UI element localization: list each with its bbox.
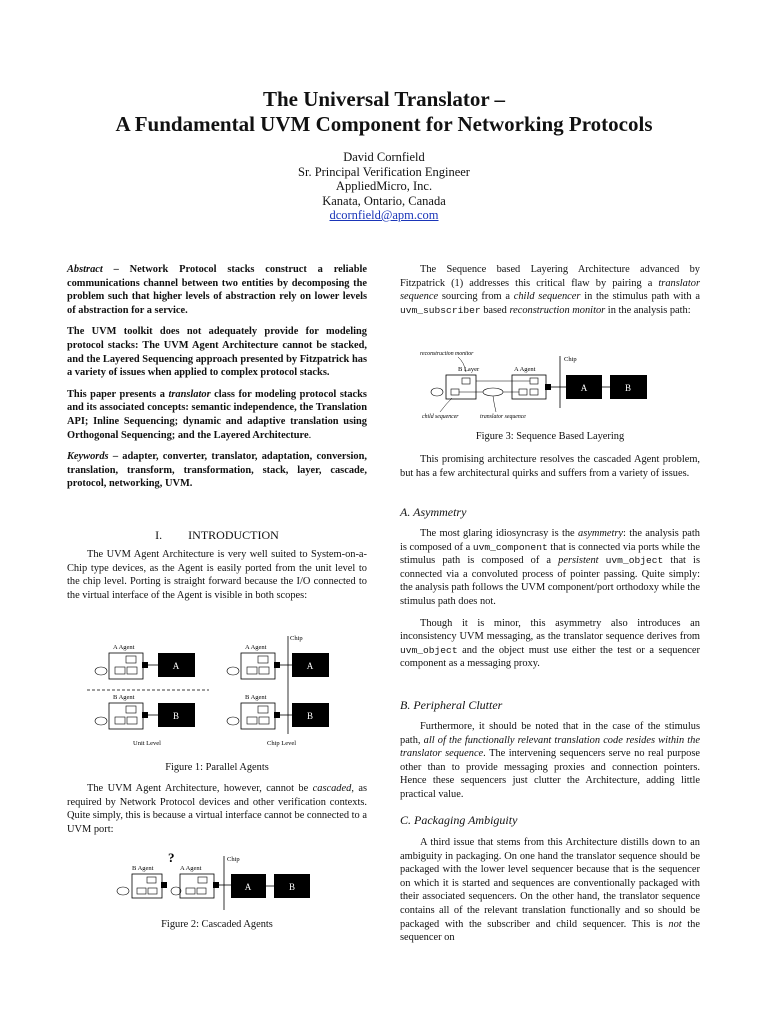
asym-p2-b: and the object must use either the test or a sequencer component as a messaging proxy. [400, 644, 700, 670]
asymmetry-section [400, 527, 700, 679]
fig1-block-a-left-label: A [172, 661, 180, 671]
fig1-block-b-left-label: B [172, 711, 180, 721]
asym-p1-c: that is connected via ports while the stimulus path is composed of a [400, 541, 700, 567]
fig1-a-agent-label-left: A Agent [113, 644, 135, 651]
fig3-a-agent-label: A Agent [514, 366, 536, 373]
fig2-b-agent-label: B Agent [132, 865, 154, 872]
figure-3-sequence-based-layering [418, 344, 683, 424]
pack-p1-a: A third issue that stems from this Architecture distills down to an ambiguity in packaging. On one hand the translator sequence should be packaged with the lower level sequencer because that is the sequencer on which it is started and sequences are conventionally packaged with their associated sequencers. On the other hand, the translator sequence contains all of the relevant translation functionally and so should be packaged with the subscriber and child sequencer. This is [400, 837, 700, 930]
fig2-question-mark: ? [168, 850, 175, 865]
right-paragraph-1 [400, 263, 700, 317]
fig2-a-agent-label: A Agent [180, 865, 202, 872]
fig3-b-layer-label: B Layer [458, 366, 480, 373]
abstract-paragraph-1 [67, 263, 367, 317]
fig3-block-a-label: A [580, 383, 588, 393]
intro-p2-text-a: The UVM Agent Architecture, however, cannot be [87, 783, 313, 794]
section-heading-asymmetry: A. Asymmetry [400, 505, 467, 519]
asym-p1-code1: uvm_component [472, 541, 548, 553]
fig3-translator-ellipse [483, 388, 503, 396]
section-heading-introduction [67, 528, 367, 543]
fig1-driver-box [127, 667, 137, 674]
right-p1-a: The Sequence based Layering Architecture advanced by Fitzpatrick (1) addresses this critical flaw by pairing a [400, 264, 700, 289]
intro-p2-cascaded: cascaded [312, 783, 352, 794]
asym-p2-a: Though it is minor, this asymmetry also introduces an inconsistency UVM messaging, as the translator sequence derives from [400, 617, 700, 643]
fig1-b-agent-label-left: B Agent [113, 694, 135, 701]
fig3-block-b-label: B [624, 383, 632, 393]
figure-2-cascaded-agents [110, 848, 340, 914]
figure-3-caption: Figure 3: Sequence Based Layering [475, 431, 625, 442]
fig2-block-a-label: A [244, 882, 252, 892]
abstract-text-3b: class for modeling protocol stacks and its associated concepts: semantic independence, the Translation API; Inline Sequencing; dynamic and adaptive translation using Orthogonal Sequencing; and the Layered Architecture [67, 388, 367, 441]
section-number: I. [155, 528, 163, 542]
keywords-text: – adapter, converter, translator, adaptation, conversion, translation, transform, transformation, stack, layer, cascade, protocol, networking, UVM. [67, 451, 367, 490]
fig1-block-a-right-label: A [306, 661, 314, 671]
right-p1-reconstruction-monitor: reconstruction monitor [509, 304, 606, 316]
intro-p2-text-b: , as required by Network Protocol devices and other verification contexts. Quite simply, this is because a virtual interface cannot be connected to a UVM port: [67, 783, 367, 835]
fig3-child-sequencer-label: child sequencer [422, 414, 459, 420]
intro-paragraph-2-block [67, 782, 367, 844]
section-heading-peripheral-clutter: B. Peripheral Clutter [400, 698, 503, 712]
abstract-paragraph-3 [67, 388, 367, 442]
right-p1-b: sourcing from a [438, 291, 514, 303]
fig3-a-agent-box [512, 375, 546, 399]
fig1-chip-level-label: Chip Level [267, 740, 297, 747]
asym-p2-code: uvm_object [400, 644, 458, 656]
peripheral-clutter-section [400, 720, 700, 810]
right-p1-c: in the stimulus path with a [580, 291, 701, 303]
right-paragraph-1-block [400, 263, 700, 325]
peripheral-clutter-paragraph [400, 720, 700, 802]
right-paragraph-2: This promising architecture resolves the cascaded Agent problem, but has a few architectural quirks and suffers from a variety of issues. [400, 454, 700, 479]
fig1-sequence-ellipse [95, 667, 107, 675]
clutter-p1-a: Furthermore, it should be noted that in the case of the stimulus path, [400, 721, 700, 746]
author-email-link[interactable]: dcornfield@apm.com [329, 208, 439, 222]
asymmetry-paragraph-2 [400, 617, 700, 671]
right-p1-e: in the analysis path: [605, 304, 691, 316]
figure-1-parallel-agents [85, 632, 355, 752]
section-heading-packaging-ambiguity: C. Packaging Ambiguity [400, 813, 518, 827]
clutter-p1-b: . The intervening sequencers serve no real purpose other than to provide messaging proxies and connection pointers. Hence these sequencers just clutter the Architecture, adding little practical value. [400, 748, 701, 800]
right-paragraph-2-block [400, 453, 700, 488]
fig1-monitor-box [126, 656, 136, 663]
author-organization: AppliedMicro, Inc. [335, 179, 433, 193]
paper-title-line-1: The Universal Translator – [262, 87, 506, 111]
author-role: Sr. Principal Verification Engineer [298, 165, 470, 179]
asym-p1-persistent: persistent [558, 555, 599, 567]
packaging-ambiguity-section [400, 836, 700, 953]
abstract-text-1: – Network Protocol stacks construct a reliable communications channel between two entities by decomposing the problem such that higher levels of abstraction rely on lower levels of abstraction for a service. [67, 264, 367, 316]
fig3-reconstruction-monitor-label: reconstruction monitor [420, 351, 474, 357]
right-p1-code: uvm_subscriber [400, 304, 481, 316]
fig3-b-layer-box [446, 375, 476, 399]
fig1-b-agent-label-right: B Agent [245, 694, 267, 701]
fig2-chip-label: Chip [227, 856, 240, 863]
right-p1-translator-sequence: translator sequence [400, 277, 700, 303]
intro-paragraph-1-block [67, 548, 367, 610]
section-title: INTRODUCTION [188, 528, 279, 542]
fig1-chip-label: Chip [290, 635, 303, 642]
pack-p1-not: not [668, 918, 682, 930]
asymmetry-paragraph-1 [400, 527, 700, 609]
figure-2-caption: Figure 2: Cascaded Agents [161, 919, 273, 930]
pack-p1-b: the sequencer on [400, 918, 700, 944]
fig1-interface-square [142, 662, 148, 668]
clutter-p1-emphasis: all of the functionally relevant translation code resides within the translator sequence [400, 734, 700, 760]
fig1-sequencer-box [115, 667, 125, 674]
paper-title-line-2: A Fundamental UVM Component for Networking Protocols [115, 112, 653, 136]
keywords-paragraph [67, 450, 367, 491]
abstract-paragraph-2: The UVM toolkit does not adequately provide for modeling protocol stacks: The UVM Agent Architecture cannot be stacked, and the Layered Sequencing approach presented by Fitzpatrick has a variety of issues when applied to complex protocol stacks. [67, 326, 367, 379]
fig3-translator-sequence-label: translator sequence [480, 414, 526, 420]
fig1-unit-level-label: Unit Level [133, 740, 161, 747]
right-p1-child-sequencer: child sequencer [513, 291, 581, 303]
author-location: Kanata, Ontario, Canada [322, 194, 446, 208]
asym-p1-code2: uvm_object [605, 555, 664, 567]
asym-p1-asymmetry: asymmetry [578, 528, 624, 539]
packaging-ambiguity-paragraph [400, 836, 700, 945]
fig1-a-agent-label-right: A Agent [245, 644, 267, 651]
fig1-block-b-right-label: B [306, 711, 314, 721]
abstract-text-3-end: . [308, 429, 312, 441]
author-name: David Cornfield [343, 150, 425, 164]
abstract-section [67, 263, 367, 499]
abstract-translator-term: translator [168, 388, 211, 400]
right-p1-d: based [480, 304, 510, 316]
figure-1-caption: Figure 1: Parallel Agents [165, 762, 269, 773]
asym-p1-a: The most glaring idiosyncrasy is the [420, 528, 578, 539]
intro-paragraph-2 [67, 782, 367, 836]
intro-paragraph-1: The UVM Agent Architecture is very well suited to System-on-a-Chip type devices, as the Agent is easily ported from the unit level to the chip level. Porting is straight forward because the I/O connected to the virtual interface of the Agent is visible in both scopes: [67, 549, 367, 601]
fig2-block-b-label: B [288, 882, 296, 892]
abstract-label: Abstract [67, 264, 103, 275]
keywords-label: Keywords [67, 451, 109, 463]
author-email-line [0, 208, 768, 223]
asym-p1-b: : the analysis path is composed of a [400, 528, 700, 553]
abstract-text-3a: This paper presents a [67, 388, 169, 400]
fig3-chip-label: Chip [564, 356, 577, 363]
asym-p1-d: that is connected via a convoluted process of pointer passing. Quite simply: the analysis path follows the UVM component/port orthodoxy while the stimulus path does not. [400, 555, 700, 607]
